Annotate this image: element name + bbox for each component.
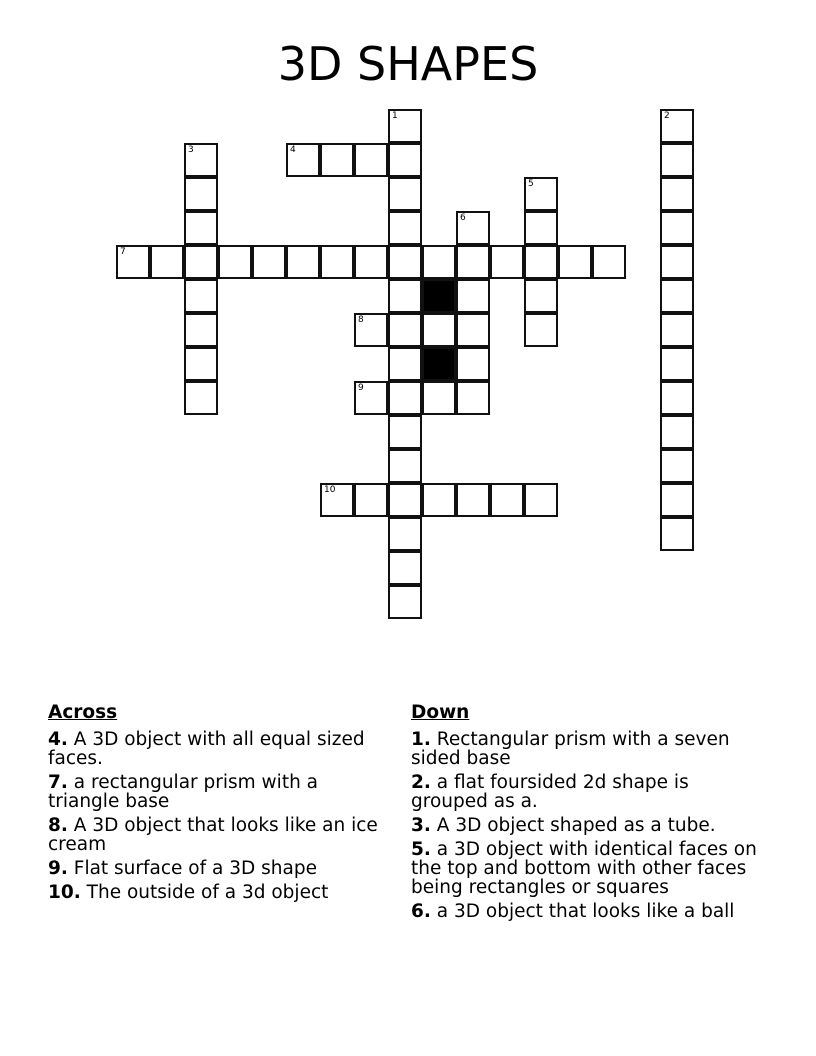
grid-cell[interactable] [252, 245, 286, 279]
clue-down-1 [411, 730, 761, 768]
grid-cell[interactable] [388, 109, 422, 143]
clue-number: 3. [411, 815, 431, 836]
clue-across-8 [48, 816, 388, 854]
grid-cell[interactable] [660, 245, 694, 279]
grid-cell[interactable] [354, 245, 388, 279]
grid-cell[interactable] [524, 313, 558, 347]
grid-cell[interactable] [660, 517, 694, 551]
grid-cell[interactable] [422, 313, 456, 347]
grid-cell[interactable] [354, 313, 388, 347]
grid-cell[interactable] [660, 483, 694, 517]
grid-cell[interactable] [524, 483, 558, 517]
grid-cell[interactable] [660, 211, 694, 245]
clue-number-label: 3 [188, 145, 194, 155]
grid-cell[interactable] [388, 415, 422, 449]
grid-cell[interactable] [592, 245, 626, 279]
grid-cell[interactable] [184, 279, 218, 313]
grid-cell[interactable] [184, 245, 218, 279]
clue-number-label: 1 [392, 111, 398, 121]
clue-down-2 [411, 773, 761, 811]
clue-number: 4. [48, 729, 68, 750]
grid-cell[interactable] [320, 143, 354, 177]
clue-number-label: 9 [358, 383, 364, 393]
grid-cell[interactable] [456, 313, 490, 347]
clue-number-label: 4 [290, 145, 296, 155]
grid-cell[interactable] [490, 483, 524, 517]
grid-cell[interactable] [456, 279, 490, 313]
across-clues [48, 702, 388, 907]
clue-number: 9. [48, 858, 68, 879]
grid-cell[interactable] [456, 381, 490, 415]
grid-cell[interactable] [184, 177, 218, 211]
clue-across-9 [48, 859, 388, 878]
across-heading: Across [48, 702, 118, 723]
grid-cell[interactable] [286, 143, 320, 177]
black-cell [422, 279, 456, 313]
grid-cell[interactable] [354, 143, 388, 177]
grid-cell[interactable] [660, 381, 694, 415]
clue-number: 5. [411, 839, 431, 860]
clue-across-4 [48, 730, 388, 768]
clue-number-label: 5 [528, 179, 534, 189]
grid-cell[interactable] [524, 279, 558, 313]
grid-cell[interactable] [456, 483, 490, 517]
clue-number: 8. [48, 815, 68, 836]
grid-cell[interactable] [388, 279, 422, 313]
clue-number: 7. [48, 772, 68, 793]
grid-cell[interactable] [320, 245, 354, 279]
clue-text: Rectangular prism with a seven sided base [411, 729, 730, 769]
grid-cell[interactable] [388, 517, 422, 551]
grid-cell[interactable] [184, 313, 218, 347]
grid-cell[interactable] [388, 551, 422, 585]
grid-cell[interactable] [388, 245, 422, 279]
grid-cell[interactable] [422, 245, 456, 279]
clue-number: 10. [48, 882, 81, 903]
clue-number-label: 6 [460, 213, 466, 223]
grid-cell[interactable] [660, 347, 694, 381]
grid-cell[interactable] [218, 245, 252, 279]
grid-cell[interactable] [660, 279, 694, 313]
clue-across-10 [48, 883, 388, 902]
grid-cell[interactable] [184, 143, 218, 177]
grid-cell[interactable] [660, 177, 694, 211]
grid-cell[interactable] [388, 313, 422, 347]
grid-cell[interactable] [660, 143, 694, 177]
clue-number: 1. [411, 729, 431, 750]
clue-number-label: 7 [120, 247, 126, 257]
clue-text: Flat surface of a 3D shape [73, 858, 317, 879]
black-cell [422, 347, 456, 381]
clue-number: 2. [411, 772, 431, 793]
grid-cell[interactable] [456, 347, 490, 381]
clue-number-label: 8 [358, 315, 364, 325]
grid-cell[interactable] [388, 347, 422, 381]
clue-down-6 [411, 902, 761, 921]
clue-down-5 [411, 840, 761, 897]
grid-cell[interactable] [150, 245, 184, 279]
grid-cell[interactable] [388, 177, 422, 211]
grid-cell[interactable] [388, 449, 422, 483]
clue-text: a 3D object that looks like a ball [436, 901, 735, 922]
clue-number: 6. [411, 901, 431, 922]
grid-cell[interactable] [456, 211, 490, 245]
grid-cell[interactable] [184, 347, 218, 381]
grid-cell[interactable] [660, 415, 694, 449]
grid-cell[interactable] [524, 245, 558, 279]
grid-cell[interactable] [184, 211, 218, 245]
clue-text: a flat foursided 2d shape is grouped as a. [411, 772, 689, 812]
down-heading: Down [411, 702, 470, 723]
clue-number-label: 2 [664, 111, 670, 121]
grid-cell[interactable] [422, 381, 456, 415]
grid-cell[interactable] [286, 245, 320, 279]
clue-text: A 3D object shaped as a tube. [436, 815, 716, 836]
clue-text: A 3D object with all equal sized faces. [48, 729, 365, 769]
grid-cell[interactable] [320, 483, 354, 517]
page-title: 3D SHAPES [277, 37, 539, 91]
grid-cell[interactable] [660, 313, 694, 347]
clue-number-label: 10 [324, 485, 336, 495]
grid-cell[interactable] [354, 483, 388, 517]
grid-cell[interactable] [524, 177, 558, 211]
grid-cell[interactable] [116, 245, 150, 279]
clue-down-3 [411, 816, 761, 835]
grid-cell[interactable] [388, 381, 422, 415]
clue-text: a 3D object with identical faces on the top and bottom with other faces being rectangles or squares [411, 839, 757, 898]
grid-cell[interactable] [660, 109, 694, 143]
grid-cell[interactable] [388, 483, 422, 517]
grid-cell[interactable] [456, 245, 490, 279]
grid-cell[interactable] [490, 245, 524, 279]
clue-text: The outside of a 3d object [86, 882, 329, 903]
grid-cell[interactable] [660, 449, 694, 483]
grid-cell[interactable] [354, 381, 388, 415]
clue-across-7 [48, 773, 388, 811]
grid-cell[interactable] [388, 585, 422, 619]
grid-cell[interactable] [184, 381, 218, 415]
down-clues [411, 702, 761, 926]
clue-text: a rectangular prism with a triangle base [48, 772, 319, 812]
clue-text: A 3D object that looks like an ice cream [48, 815, 378, 855]
grid-cell[interactable] [388, 211, 422, 245]
grid-cell[interactable] [422, 483, 456, 517]
grid-cell[interactable] [558, 245, 592, 279]
grid-cell[interactable] [524, 211, 558, 245]
grid-cell[interactable] [388, 143, 422, 177]
